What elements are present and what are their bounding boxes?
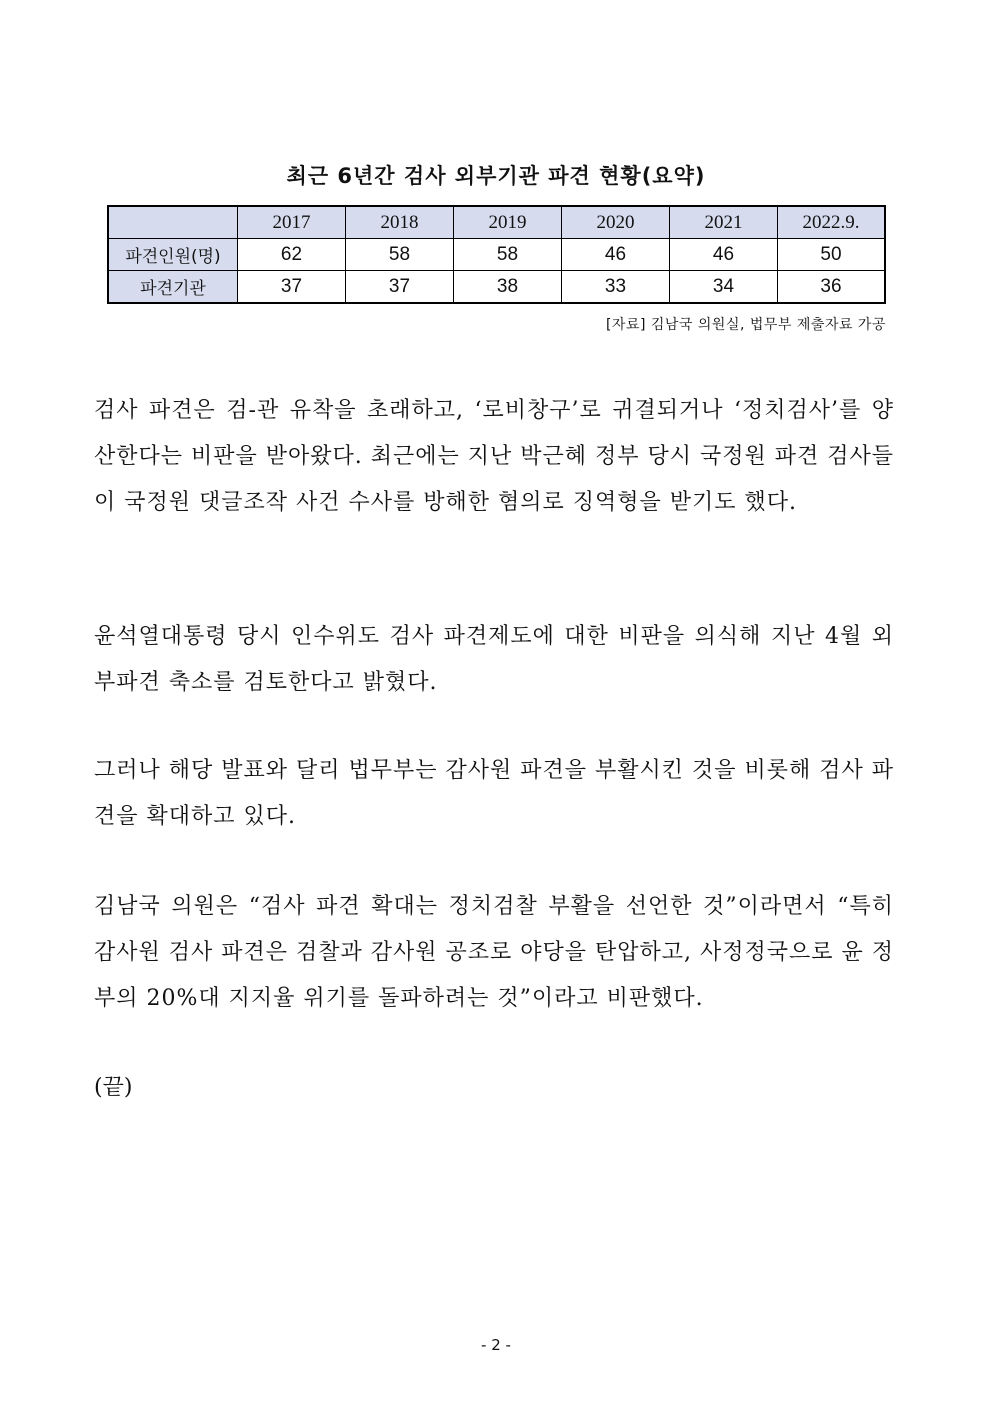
table-title: 최근 6년간 검사 외부기관 파견 현황(요약) <box>286 164 706 188</box>
table-row <box>108 239 885 271</box>
body-paragraph: 윤석열대통령 당시 인수위도 검사 파견제도에 대한 비판을 의식해 지난 4월 외부파견 축소를 검토한다고 밝혔다. <box>94 624 894 695</box>
table-cell: 33 <box>562 271 670 304</box>
table-row <box>108 271 885 304</box>
table-cell: 58 <box>454 239 562 271</box>
table-cell: 37 <box>346 271 454 304</box>
body-paragraph: 검사 파견은 검-관 유착을 초래하고, ‘로비창구’로 귀결되거나 ‘정치검사’를 양산한다는 비판을 받아왔다. 최근에는 지난 박근혜 정부 당시 국정원 파견 검사들이 국정원 댓글조작 사건 수사를 방해한 혐의로 징역형을 받기도 했다. <box>94 398 894 515</box>
table-cell: 36 <box>778 271 886 304</box>
table-cell: 38 <box>454 271 562 304</box>
table-cell: 50 <box>778 239 886 271</box>
page-number: - 2 - <box>481 1336 511 1354</box>
row-header-agencies: 파견기관 <box>108 271 238 304</box>
year-header: 2020 <box>562 206 670 239</box>
dispatch-summary-table <box>107 205 886 304</box>
table-cell: 46 <box>670 239 778 271</box>
table-cell: 58 <box>346 239 454 271</box>
table-cell: 62 <box>238 239 346 271</box>
body-paragraph: 김남국 의원은 “검사 파견 확대는 정치검찰 부활을 선언한 것”이라면서 “특히 감사원 검사 파견은 검찰과 감사원 공조로 야당을 탄압하고, 사정정국으로 윤 정부의 20%대 지지율 위기를 돌파하려는 것”이라고 비판했다. <box>94 894 894 1011</box>
year-header: 2022.9. <box>778 206 886 239</box>
year-header: 2021 <box>670 206 778 239</box>
row-header-personnel: 파견인원(명) <box>108 239 238 271</box>
year-header: 2017 <box>238 206 346 239</box>
body-paragraph: 그러나 해당 발표와 달리 법무부는 감사원 파견을 부활시킨 것을 비롯해 검사 파견을 확대하고 있다. <box>94 758 894 829</box>
year-header: 2018 <box>346 206 454 239</box>
table-cell: 46 <box>562 239 670 271</box>
source-note: [자료] 김남국 의원실, 법무부 제출자료 가공 <box>605 317 886 333</box>
table-cell: 34 <box>670 271 778 304</box>
end-mark: (끝) <box>94 1075 133 1100</box>
table-corner-cell <box>108 206 238 239</box>
table-header-row <box>108 206 885 239</box>
year-header: 2019 <box>454 206 562 239</box>
table-cell: 37 <box>238 271 346 304</box>
